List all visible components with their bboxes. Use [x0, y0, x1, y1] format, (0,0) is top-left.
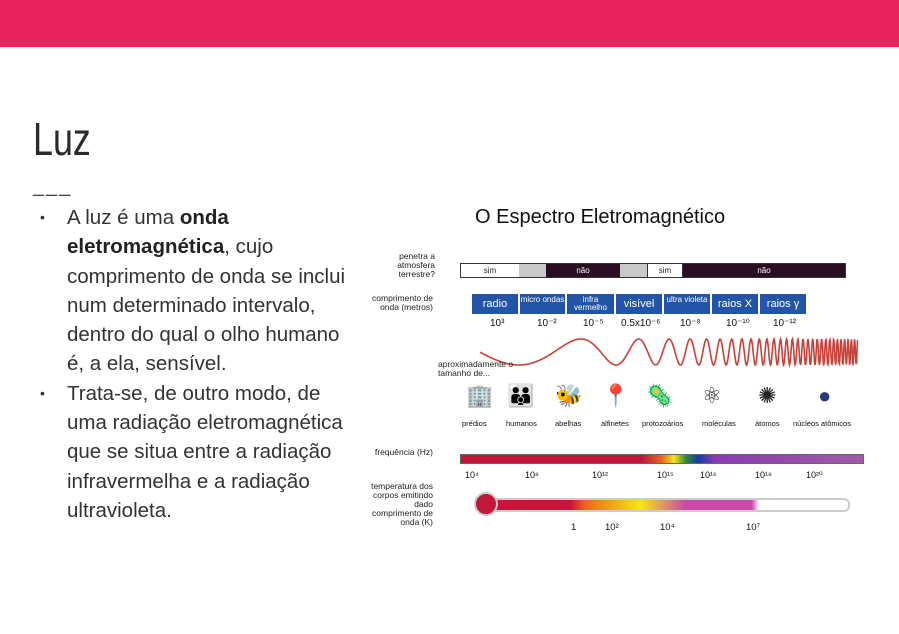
wave-graphic: [480, 334, 860, 370]
diagram-title: O Espectro Eletromagnético: [475, 206, 726, 228]
object-label: moléculas: [702, 419, 736, 428]
spectrum-diagram: [370, 200, 870, 550]
title-separator: ___: [33, 175, 73, 197]
human-icon: 👪: [507, 383, 535, 408]
frequency-value: 10¹²: [592, 470, 609, 480]
band-micro: micro ondas: [520, 294, 567, 314]
frequency-value: 10²⁰: [806, 470, 823, 480]
bee-icon: 🐝: [555, 383, 583, 408]
object-label: prédios: [462, 419, 487, 428]
wavelength-value: 0.5x10⁻⁶: [621, 318, 661, 329]
slide-title: Luz: [33, 113, 91, 165]
frequency-value: 10⁴: [465, 470, 479, 480]
temperature-value: 1: [571, 522, 577, 533]
molecule-icon: ⚛: [702, 383, 722, 408]
bullet-item-2: [40, 379, 350, 525]
bullet-bold-text: onda eletromagnética: [67, 206, 229, 259]
temperature-label: temperatura dos corpos emitindo dado comprimento de onda (K): [371, 481, 433, 527]
nucleus-icon: ●: [818, 383, 832, 408]
object-label: alfinetes: [601, 419, 629, 428]
thermometer-bulb: [474, 492, 498, 516]
band-raios-x: raios X: [712, 294, 760, 314]
bullet-text: A luz é uma: [67, 206, 180, 229]
building-icon: 🏢: [466, 383, 494, 408]
frequency-bar: [460, 454, 864, 464]
pin-icon: 📍: [602, 383, 630, 408]
wave-line: [480, 339, 858, 365]
frequency-value: 10¹⁵: [657, 470, 674, 480]
object-label: humanos: [506, 419, 537, 428]
frequency-value: 10¹⁸: [755, 470, 772, 480]
object-label: protozoários: [642, 419, 684, 428]
wavelength-value: 10⁻²: [537, 318, 557, 329]
penetra-nao-1: não: [546, 263, 620, 278]
frequency-label: frequência (Hz): [374, 447, 433, 457]
band-infra: infra vermelho: [567, 294, 616, 314]
bullet-list: [40, 203, 350, 525]
object-label: abelhas: [555, 419, 582, 428]
object-label: núcleos atômicos: [793, 419, 851, 428]
size-label: aproximadamente o tamanho de...: [438, 359, 514, 378]
temperature-value: 10⁷: [746, 522, 761, 533]
bullet-item-1: [40, 203, 350, 379]
frequency-value: 10⁸: [525, 470, 539, 480]
band-ultra: ultra violeta: [664, 294, 712, 314]
top-accent-bar: [0, 0, 899, 47]
frequency-value: 10¹⁶: [700, 470, 717, 480]
penetra-sim-1: sim: [460, 263, 520, 278]
penetra-nao-2: não: [682, 263, 846, 278]
wavelength-value: 10⁻¹⁰: [726, 318, 750, 329]
temperature-value: 10²: [605, 522, 619, 533]
bullet-dot: •: [40, 209, 45, 225]
penetra-gap-2: [620, 263, 647, 278]
penetra-gap-1: [519, 263, 546, 278]
band-radio: radio: [472, 294, 520, 314]
bullet-text: Trata-se, de outro modo, de uma radiação eletromagnética que se situa entre a radiação infravermelha e a radiação ultravioleta.: [67, 381, 343, 522]
wavelength-value: 10⁻⁵: [583, 318, 604, 329]
penetra-label: penetra a atmosfera terrestre?: [397, 251, 435, 279]
protozoa-icon: 🦠: [646, 383, 674, 408]
bullet-text: , cujo comprimento de onda se inclui num determinado intervalo, dentro do qual o olho humano é, a ela, sensível.: [67, 235, 346, 376]
band-raios-gama: raios γ: [760, 294, 808, 314]
atom-icon: ✺: [758, 383, 777, 408]
bullet-dot: •: [40, 384, 45, 401]
temperature-value: 10⁴: [660, 522, 675, 533]
object-label: átomos: [755, 419, 780, 428]
wavelength-value: 10³: [490, 318, 505, 329]
penetra-sim-2: sim: [647, 263, 683, 278]
band-visivel: visível: [616, 294, 664, 314]
wavelength-value: 10⁻¹²: [773, 318, 797, 329]
thermometer-tube: [476, 498, 850, 512]
comprimento-label: comprimento de onda (metros): [372, 293, 433, 312]
wavelength-value: 10⁻⁸: [680, 318, 701, 329]
